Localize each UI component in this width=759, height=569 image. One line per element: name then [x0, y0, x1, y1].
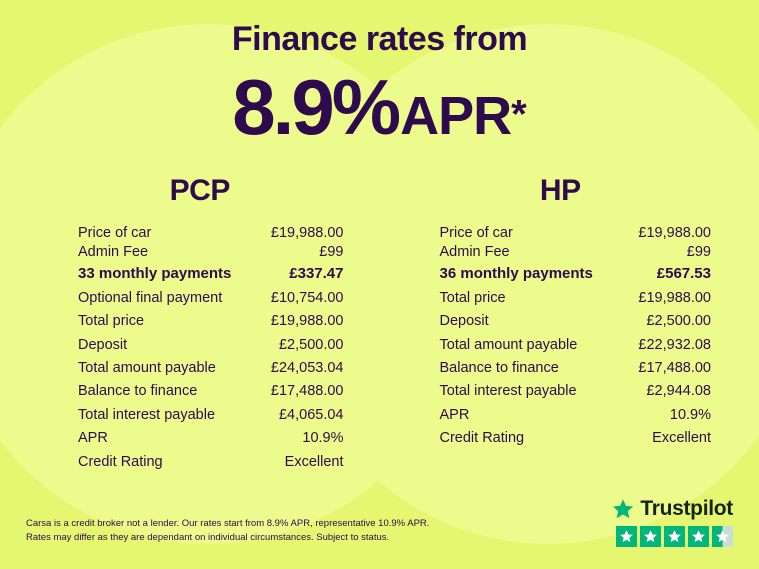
- row-value: £2,944.08: [646, 383, 711, 400]
- table-row: [78, 404, 344, 427]
- row-label: Admin Fee: [78, 244, 149, 261]
- table-row: [440, 334, 712, 357]
- row-value: 10.9%: [669, 406, 711, 423]
- star-4-icon: [688, 526, 709, 547]
- star-5-half-icon: [712, 526, 733, 547]
- disclaimer-text: [26, 517, 456, 546]
- row-value: £17,488.00: [638, 360, 711, 376]
- column-title-hp: HP: [539, 174, 581, 207]
- trustpilot-name: Trustpilot: [640, 497, 733, 520]
- row-value: £24,053.04: [270, 360, 344, 376]
- trustpilot-stars: [612, 526, 733, 547]
- table-row: [78, 357, 344, 380]
- finance-column-pcp: [0, 174, 380, 474]
- table-row: [440, 357, 712, 380]
- page-title: Finance rates from: [231, 20, 528, 58]
- table-row: [78, 310, 344, 333]
- row-label: Deposit: [439, 313, 489, 330]
- row-label: Total price: [78, 313, 145, 330]
- row-label: Balance to finance: [78, 383, 198, 400]
- disclaimer-line-1: Carsa is a credit broker not a lender. Our rates start from 8.9% APR, representative 10.9% APR.: [26, 517, 430, 529]
- table-row: [440, 404, 712, 427]
- row-value: £2,500.00: [278, 336, 344, 353]
- table-row: [78, 427, 344, 450]
- row-value: £10,754.00: [270, 289, 344, 306]
- table-row: [78, 224, 344, 243]
- row-value: Excellent: [652, 430, 711, 447]
- row-label: APR: [439, 406, 470, 423]
- row-value: £99: [319, 244, 344, 261]
- finance-column-hp: [380, 174, 759, 474]
- row-label: Total price: [439, 289, 506, 306]
- table-row: [440, 310, 712, 333]
- row-label: Total amount payable: [439, 336, 578, 353]
- rate-value: 8.9%: [232, 63, 399, 151]
- trustpilot-logo: [612, 497, 733, 521]
- row-value: Excellent: [284, 453, 344, 470]
- row-label: 36 monthly payments: [439, 265, 593, 283]
- table-row: [78, 287, 344, 310]
- table-row: [440, 380, 712, 403]
- row-value: £567.53: [656, 265, 711, 283]
- disclaimer-line-2: Rates may differ as they are dependant on individual circumstances. Subject to status.: [26, 531, 390, 543]
- row-label: Total interest payable: [78, 406, 216, 423]
- star-3-icon: [664, 526, 685, 547]
- table-row: [440, 427, 712, 450]
- star-1-icon: [616, 526, 637, 547]
- table-row: [440, 287, 712, 310]
- star-2-icon: [640, 526, 661, 547]
- row-value: £337.47: [289, 265, 344, 283]
- row-value: £22,932.08: [638, 336, 711, 353]
- table-row-highlight: [440, 262, 712, 286]
- row-label: 33 monthly payments: [78, 265, 232, 283]
- table-row: [78, 451, 344, 474]
- row-label: Balance to finance: [439, 360, 559, 376]
- row-label: Optional final payment: [78, 289, 223, 306]
- rate-asterisk: *: [511, 92, 527, 137]
- row-value: £19,988.00: [638, 289, 711, 306]
- row-value: £19,988.00: [270, 313, 344, 330]
- row-label: Total amount payable: [78, 360, 216, 376]
- row-label: Deposit: [78, 336, 128, 353]
- row-value: £99: [686, 244, 711, 261]
- table-row: [78, 380, 344, 403]
- table-row: [78, 243, 344, 262]
- row-label: APR: [78, 430, 108, 447]
- row-label: Admin Fee: [439, 244, 510, 261]
- row-value: 10.9%: [302, 430, 344, 447]
- table-row-highlight: [78, 262, 344, 286]
- column-title-pcp: PCP: [169, 174, 230, 207]
- row-value: £19,988.00: [638, 225, 711, 241]
- row-value: £19,988.00: [270, 225, 344, 241]
- table-row: [440, 243, 712, 262]
- row-label: Credit Rating: [439, 430, 525, 447]
- rate-headline: [0, 63, 759, 151]
- row-value: £17,488.00: [270, 383, 344, 400]
- row-label: Price of car: [439, 225, 513, 241]
- row-label: Price of car: [78, 225, 152, 241]
- rate-unit: APR: [400, 86, 512, 146]
- trustpilot-star-icon: [612, 498, 634, 520]
- row-value: £2,500.00: [646, 313, 711, 330]
- finance-comparison: [0, 174, 759, 474]
- table-row: [440, 224, 712, 243]
- trustpilot-rating[interactable]: [612, 497, 733, 547]
- row-label: Total interest payable: [439, 383, 577, 400]
- row-label: Credit Rating: [78, 453, 163, 470]
- table-row: [78, 334, 344, 357]
- row-value: £4,065.04: [278, 406, 344, 423]
